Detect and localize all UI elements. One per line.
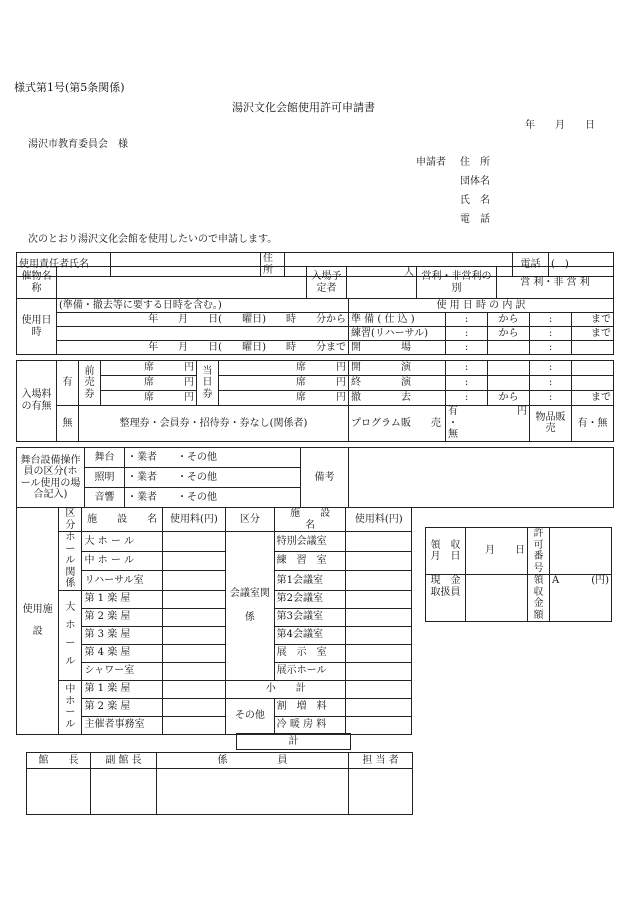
free-ticket-options[interactable]: 整理券・会員券・招待券・券なし(関係者) bbox=[79, 406, 349, 442]
detail-start[interactable]: : bbox=[446, 391, 488, 406]
permit-number-label: 許可番号 bbox=[528, 528, 550, 575]
group-big-hall: 大ホール bbox=[59, 590, 82, 680]
lighting-row-choice[interactable]: ・業者 ・その他 bbox=[125, 468, 301, 488]
applicant-phone-label: 電 話 bbox=[460, 214, 490, 225]
facility-name: 第 1 楽 屋 bbox=[82, 590, 162, 608]
facility-fee[interactable] bbox=[162, 698, 225, 716]
admission-label: 入場料の有無 bbox=[17, 361, 57, 442]
detail-end[interactable]: : bbox=[530, 327, 572, 341]
program-sales-label: プログラム販 売 bbox=[349, 406, 446, 442]
receipt-date-label: 領 収月 日 bbox=[426, 528, 466, 575]
facility-fee[interactable] bbox=[346, 608, 412, 626]
usage-blank bbox=[57, 327, 349, 341]
facilities-label: 使用施設 bbox=[17, 508, 59, 735]
detail-start[interactable]: : bbox=[446, 313, 488, 327]
usage-details-header: 使 用 日 時 の 内 訳 bbox=[349, 299, 614, 313]
fee-header: 使用料(円) bbox=[162, 508, 225, 532]
director-stamp[interactable] bbox=[27, 769, 91, 815]
applicant-address-label: 住 所 bbox=[460, 157, 490, 168]
amount-input[interactable]: A (円) bbox=[550, 575, 612, 622]
detail-made: まで bbox=[572, 327, 614, 341]
detail-start[interactable]: : bbox=[446, 327, 488, 341]
usage-datetime-table bbox=[16, 298, 614, 355]
facility-name: 第3会議室 bbox=[274, 608, 346, 626]
facility-name: 第 1 楽 屋 bbox=[82, 680, 162, 698]
dayof-price-1[interactable]: 席 円 bbox=[219, 361, 349, 376]
admission-table bbox=[16, 360, 614, 442]
usage-label: 使用日時 bbox=[17, 299, 57, 355]
detail-kara: から bbox=[488, 313, 530, 327]
detail-name: 準 備 ( 仕 込 ) bbox=[349, 313, 446, 327]
detail-kara bbox=[488, 341, 530, 355]
expected-attendance-input[interactable]: 人 bbox=[347, 267, 417, 299]
staff-label: 係 員 bbox=[157, 753, 349, 769]
detail-made bbox=[572, 376, 614, 391]
intro-text: 次のとおり湯沢文化会館を使用したいので申請します。 bbox=[28, 234, 278, 245]
detail-kara: から bbox=[488, 391, 530, 406]
facility-name: 展 示 室 bbox=[274, 644, 346, 662]
detail-name: 終 演 bbox=[349, 376, 446, 391]
cash-handler-input[interactable] bbox=[466, 575, 528, 622]
goods-sales-label: 物品販売 bbox=[530, 406, 572, 442]
staff-stamp[interactable] bbox=[157, 769, 349, 815]
dayof-price-3[interactable]: 席 円 bbox=[219, 391, 349, 406]
date-line: 年 月 日 bbox=[525, 120, 595, 131]
subtotal-value[interactable] bbox=[346, 680, 412, 698]
facility-name: 第4会議室 bbox=[274, 626, 346, 644]
presale-price-1[interactable]: 席 円 bbox=[101, 361, 197, 376]
group-other: その他 bbox=[226, 698, 275, 734]
facility-name: リハーサル室 bbox=[82, 571, 162, 591]
aircon-label: 冷 暖 房 料 bbox=[274, 716, 346, 734]
dayof-label: 当日券 bbox=[197, 361, 219, 406]
detail-kara: から bbox=[488, 327, 530, 341]
surcharge-value[interactable] bbox=[346, 698, 412, 716]
event-name-input[interactable] bbox=[57, 267, 307, 299]
facility-name: 練 習 室 bbox=[274, 551, 346, 571]
admission-no[interactable]: 無 bbox=[57, 406, 79, 442]
facility-fee[interactable] bbox=[346, 532, 412, 552]
sound-row-choice[interactable]: ・業者 ・その他 bbox=[125, 488, 301, 508]
facility-name: 大 ホ ー ル bbox=[82, 532, 162, 552]
detail-kara bbox=[488, 361, 530, 376]
detail-name: 開 場 bbox=[349, 341, 446, 355]
lighting-row-name: 照明 bbox=[85, 468, 125, 488]
detail-start[interactable]: : bbox=[446, 341, 488, 355]
detail-end[interactable]: : bbox=[530, 376, 572, 391]
person-in-charge-label: 担 当 者 bbox=[349, 753, 413, 769]
approval-table bbox=[26, 752, 413, 815]
detail-made: まで bbox=[572, 391, 614, 406]
facility-name: 第 2 楽 屋 bbox=[82, 698, 162, 716]
vice-director-label: 副 館 長 bbox=[91, 753, 157, 769]
amount-label: 領収金額 bbox=[528, 575, 550, 622]
usage-note: (準備・撤去等に要する日時を含む。) bbox=[57, 299, 349, 313]
group-mid-hall: 中ホール bbox=[59, 680, 82, 734]
detail-name: 練習(リハーサル) bbox=[349, 327, 446, 341]
detail-name: 開 演 bbox=[349, 361, 446, 376]
event-name-label: 催物名称 bbox=[17, 267, 57, 299]
total-label: 計 bbox=[237, 734, 351, 750]
facility-fee[interactable] bbox=[346, 644, 412, 662]
facility-fee[interactable] bbox=[162, 532, 225, 552]
goods-sales-choice[interactable]: 有・無 bbox=[572, 406, 614, 442]
stage-operator-label: 舞台設備操作員の区分(ホール使用の場合記入) bbox=[17, 448, 85, 508]
facility-name: 中 ホ ー ル bbox=[82, 551, 162, 571]
usage-to-line[interactable]: 年 月 日( 曜日) 時 分まで bbox=[57, 341, 349, 355]
subtotal-label: 小 計 bbox=[226, 680, 346, 698]
facility-fee[interactable] bbox=[162, 608, 225, 626]
vice-director-stamp[interactable] bbox=[91, 769, 157, 815]
detail-made bbox=[572, 361, 614, 376]
sound-row-name: 音響 bbox=[85, 488, 125, 508]
facility-header: 施 設 名 bbox=[274, 508, 346, 532]
cash-handler-label: 現 金取扱員 bbox=[426, 575, 466, 622]
director-label: 館 長 bbox=[27, 753, 91, 769]
facility-name: シャワー室 bbox=[82, 662, 162, 680]
kubun-header: 区分 bbox=[59, 508, 82, 532]
facility-fee[interactable] bbox=[162, 590, 225, 608]
facility-fee[interactable] bbox=[162, 571, 225, 591]
form-title: 湯沢文化会館使用許可申請書 bbox=[232, 101, 375, 114]
facility-fee[interactable] bbox=[346, 551, 412, 571]
facility-header: 施 設 名 bbox=[82, 508, 162, 532]
person-in-charge-stamp[interactable] bbox=[349, 769, 413, 815]
commercial-label: 営利・非営利の別 bbox=[417, 267, 497, 299]
receipt-table bbox=[425, 527, 612, 622]
remarks-label: 備考 bbox=[301, 448, 349, 508]
event-row bbox=[16, 266, 614, 299]
addressee: 湯沢市教育委員会 様 bbox=[28, 139, 128, 150]
admission-yes[interactable]: 有 bbox=[57, 361, 79, 406]
facility-name: 第1会議室 bbox=[274, 571, 346, 591]
facility-fee[interactable] bbox=[162, 626, 225, 644]
stage-operator-table bbox=[16, 447, 614, 508]
facility-fee[interactable] bbox=[346, 590, 412, 608]
permit-number-input[interactable] bbox=[550, 528, 612, 575]
facility-name: 第2会議室 bbox=[274, 590, 346, 608]
applicant-label: 申請者 bbox=[416, 157, 446, 168]
remarks-input[interactable] bbox=[349, 448, 614, 508]
applicant-name-label: 氏 名 bbox=[460, 195, 490, 206]
expected-attendance-label: 入場予定者 bbox=[307, 267, 347, 299]
group-hall: ホール関係 bbox=[59, 532, 82, 591]
detail-made bbox=[572, 341, 614, 355]
facility-fee[interactable] bbox=[346, 626, 412, 644]
detail-end[interactable]: : bbox=[530, 341, 572, 355]
facility-name: 特別会議室 bbox=[274, 532, 346, 552]
facility-fee[interactable] bbox=[162, 551, 225, 571]
phone-input[interactable]: ( ) bbox=[549, 253, 614, 277]
detail-kara bbox=[488, 376, 530, 391]
facility-fee[interactable] bbox=[162, 662, 225, 680]
responsible-person-label: 使用責任者氏名 bbox=[17, 253, 111, 277]
dayof-price-2[interactable]: 席 円 bbox=[219, 376, 349, 391]
presale-price-3[interactable]: 席 円 bbox=[101, 391, 197, 406]
facility-fee[interactable] bbox=[162, 716, 225, 734]
applicant-group-label: 団体名 bbox=[460, 176, 490, 187]
surcharge-label: 割 増 料 bbox=[274, 698, 346, 716]
facility-name: 第 4 楽 屋 bbox=[82, 644, 162, 662]
phone-label: 電話 bbox=[513, 253, 549, 277]
aircon-value[interactable] bbox=[346, 716, 412, 734]
facility-fee[interactable] bbox=[162, 680, 225, 698]
facility-fee[interactable] bbox=[346, 662, 412, 680]
facility-fee[interactable] bbox=[162, 644, 225, 662]
stage-row-name: 舞台 bbox=[85, 448, 125, 468]
address-label: 住所 bbox=[261, 253, 285, 277]
receipt-date-input[interactable]: 月 日 bbox=[466, 528, 528, 575]
usage-from-line[interactable]: 年 月 日( 曜日) 時 分から bbox=[57, 313, 349, 327]
facility-name: 第 2 楽 屋 bbox=[82, 608, 162, 626]
facilities-table bbox=[16, 507, 412, 735]
detail-end[interactable]: : bbox=[530, 313, 572, 327]
commercial-choice[interactable]: 営 利・非 営 利 bbox=[497, 267, 614, 299]
fee-header: 使用料(円) bbox=[346, 508, 412, 532]
total-row bbox=[236, 733, 351, 750]
presale-price-2[interactable]: 席 円 bbox=[101, 376, 197, 391]
detail-start[interactable]: : bbox=[446, 376, 488, 391]
kubun-header: 区分 bbox=[226, 508, 275, 532]
facility-name: 主催者事務室 bbox=[82, 716, 162, 734]
detail-made: まで bbox=[572, 313, 614, 327]
detail-start[interactable]: : bbox=[446, 361, 488, 376]
program-sales-input[interactable]: 有 円 ・ 無 bbox=[446, 406, 530, 442]
group-kaigi: 会議室関係 bbox=[226, 532, 275, 681]
facility-name: 展示ホール bbox=[274, 662, 346, 680]
form-number: 様式第1号(第5条関係) bbox=[14, 81, 125, 94]
presale-label: 前売券 bbox=[79, 361, 101, 406]
stage-row-choice[interactable]: ・業者 ・その他 bbox=[125, 448, 301, 468]
detail-end[interactable]: : bbox=[530, 361, 572, 376]
facility-name: 第 3 楽 屋 bbox=[82, 626, 162, 644]
facility-fee[interactable] bbox=[346, 571, 412, 591]
detail-name: 撤 去 bbox=[349, 391, 446, 406]
detail-end[interactable]: : bbox=[530, 391, 572, 406]
